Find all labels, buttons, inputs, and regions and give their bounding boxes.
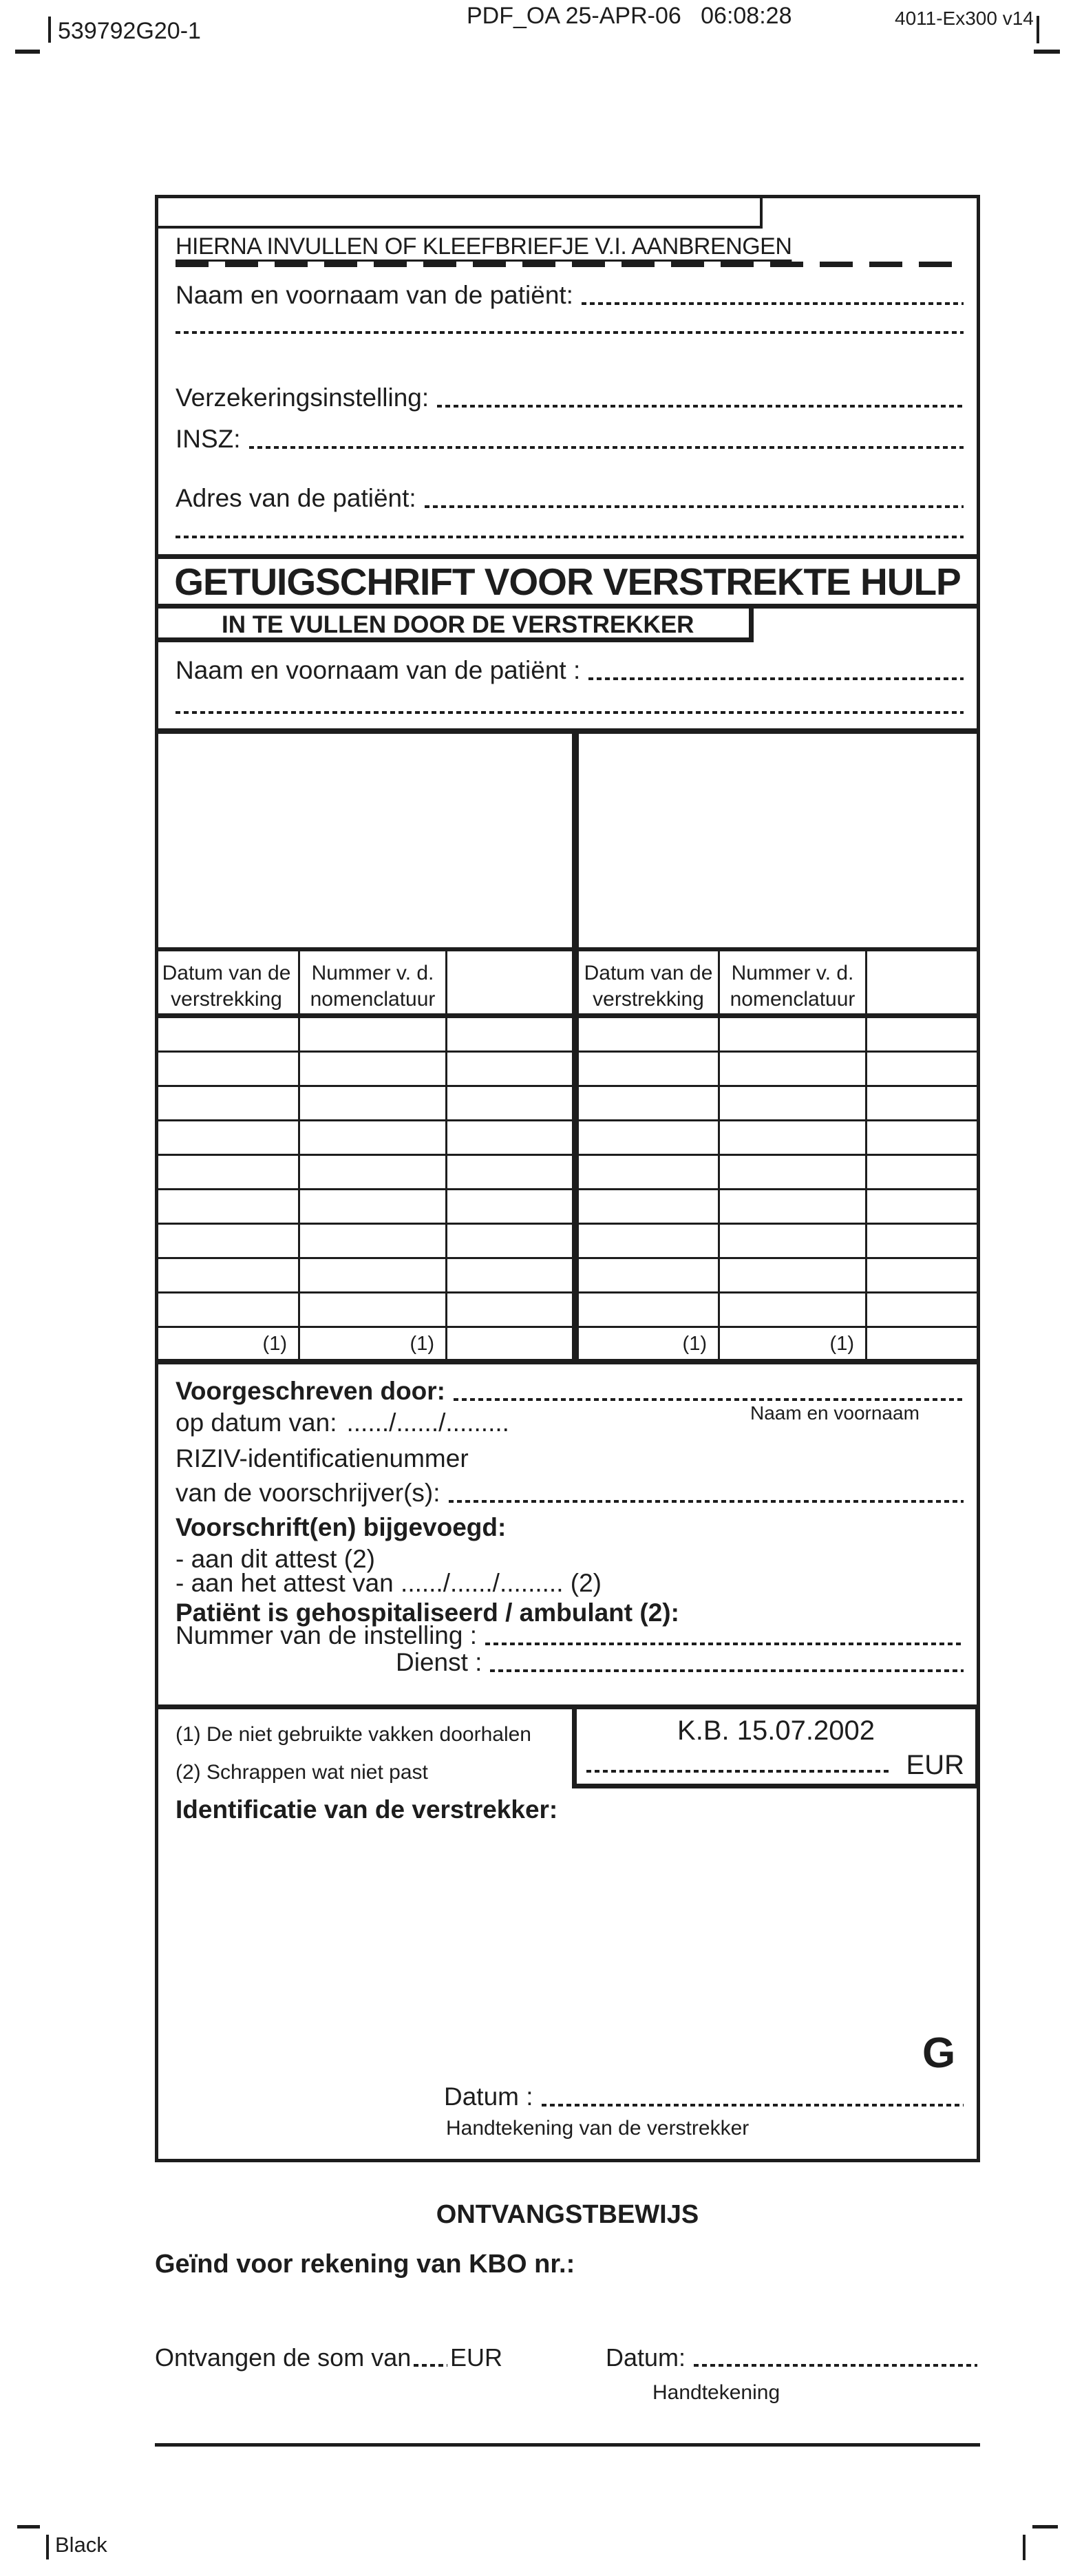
service-date-cell[interactable]: [579, 1087, 720, 1121]
provider-signature-label: Handtekening van de verstrekker: [446, 2117, 750, 2140]
service-date-cell[interactable]: [579, 1190, 720, 1225]
service-date-cell[interactable]: [155, 1190, 300, 1225]
service-code-cell[interactable]: [720, 1259, 867, 1294]
service-date-cell[interactable]: [579, 1156, 720, 1190]
footnote-blank-cell: [447, 1328, 572, 1360]
column-header-code: Nummer v. d. nomenclatuur: [720, 951, 867, 1018]
service-date-cell[interactable]: [155, 1018, 300, 1053]
print-job-number: 539792G20-1: [58, 18, 201, 44]
footnote-1: (1) De niet gebruikte vakken doorhalen: [176, 1723, 531, 1746]
patient-name-row: [176, 282, 964, 309]
received-amount-field[interactable]: [414, 2364, 447, 2367]
service-code-cell[interactable]: [720, 1156, 867, 1190]
service-code-cell[interactable]: [300, 1087, 447, 1121]
service-extra-cell[interactable]: [447, 1190, 572, 1225]
service-extra-cell[interactable]: [867, 1225, 980, 1259]
footnote-mark-cell: (1): [720, 1328, 867, 1360]
provider-subtitle-tab: [158, 609, 754, 642]
column-header-date: Datum van de verstrekking: [579, 951, 720, 1018]
crop-mark-top-left-dash: [15, 50, 40, 54]
service-dept-field[interactable]: [490, 1669, 964, 1672]
service-extra-cell[interactable]: [867, 1294, 980, 1328]
insz-field[interactable]: [249, 446, 964, 449]
service-extra-cell[interactable]: [867, 1190, 980, 1225]
service-code-cell[interactable]: [720, 1190, 867, 1225]
print-info: PDF_OA 25-APR-06 06:08:28: [467, 3, 792, 29]
prescription-date-field[interactable]: ....../....../.........: [346, 1408, 509, 1437]
amount-field[interactable]: [586, 1770, 891, 1773]
service-date-cell[interactable]: [579, 1225, 720, 1259]
provider-subtitle: IN TE VULLEN DOOR DE VERSTREKKER: [222, 611, 694, 638]
title-band-top-rule: [155, 554, 980, 559]
received-amount-row: [155, 2345, 502, 2371]
institution-row: [176, 1623, 964, 1649]
service-code-cell[interactable]: [720, 1294, 867, 1328]
patient-name-field-line2[interactable]: [176, 331, 964, 334]
service-date-cell[interactable]: [579, 1121, 720, 1156]
service-code-cell[interactable]: [720, 1018, 867, 1053]
address-row: [176, 485, 964, 512]
service-code-cell[interactable]: [720, 1087, 867, 1121]
service-extra-cell[interactable]: [447, 1087, 572, 1121]
receipt-date-row: [606, 2345, 977, 2371]
sticker-area[interactable]: [158, 198, 763, 229]
receipt-signature-label: Handtekening: [652, 2381, 780, 2404]
service-code-cell[interactable]: [300, 1225, 447, 1259]
service-code-cell[interactable]: [300, 1294, 447, 1328]
receipt-date-label: Datum:: [606, 2343, 686, 2372]
service-extra-cell[interactable]: [447, 1225, 572, 1259]
received-amount-label: Ontvangen de som van: [155, 2343, 412, 2372]
footnote-section-rule: [155, 1704, 572, 1709]
footnote-mark-cell: (1): [300, 1328, 447, 1360]
service-date-cell[interactable]: [155, 1294, 300, 1328]
service-date-cell[interactable]: [155, 1259, 300, 1294]
service-extra-cell[interactable]: [867, 1121, 980, 1156]
prescribed-by-row: [176, 1378, 964, 1405]
receipt-date-field[interactable]: [694, 2364, 977, 2367]
service-date-cell[interactable]: [579, 1294, 720, 1328]
service-dept-label: Dienst :: [396, 1648, 482, 1676]
service-extra-cell[interactable]: [867, 1259, 980, 1294]
provider-date-label: Datum :: [444, 2082, 533, 2111]
riziv-field[interactable]: [449, 1500, 964, 1503]
service-code-cell[interactable]: [300, 1259, 447, 1294]
service-code-cell[interactable]: [300, 1156, 447, 1190]
page-bottom-rule: [155, 2443, 980, 2447]
service-date-cell[interactable]: [579, 1259, 720, 1294]
sticker-instruction-header: HIERNA INVULLEN OF KLEEFBRIEFJE V.I. AANBRENGEN: [176, 233, 792, 260]
services-table-left: [155, 951, 572, 1360]
hospitalized-label: Patiënt is gehospitaliseerd / ambulant (2):: [176, 1598, 679, 1627]
service-date-cell[interactable]: [155, 1053, 300, 1087]
center-divider: [572, 728, 579, 1364]
address-label: Adres van de patiënt:: [176, 484, 416, 512]
crop-mark-top-right-dash: [1034, 50, 1060, 54]
service-extra-cell[interactable]: [447, 1121, 572, 1156]
insurer-field[interactable]: [437, 405, 964, 408]
certificate-patient-name-field[interactable]: [588, 677, 964, 680]
patient-name-field[interactable]: [582, 302, 964, 305]
service-date-cell[interactable]: [579, 1053, 720, 1087]
service-date-cell[interactable]: [155, 1087, 300, 1121]
service-date-cell[interactable]: [155, 1121, 300, 1156]
certificate-patient-name-label: Naam en voornaam van de patiënt :: [176, 656, 581, 684]
service-extra-cell[interactable]: [867, 1156, 980, 1190]
certificate-patient-name-field-line2[interactable]: [176, 711, 964, 714]
column-header-code: Nummer v. d. nomenclatuur: [300, 951, 447, 1018]
column-header-blank: [867, 951, 980, 1018]
service-extra-cell[interactable]: [867, 1053, 980, 1087]
receipt-currency-label: EUR: [449, 2343, 502, 2372]
footnote-mark-cell: (1): [155, 1328, 300, 1360]
institution-field[interactable]: [485, 1643, 964, 1645]
prescriber-name-hint: Naam en voornaam: [750, 1402, 920, 1424]
tear-off-dashed-rule: [176, 262, 960, 267]
service-extra-cell[interactable]: [447, 1018, 572, 1053]
service-extra-cell[interactable]: [447, 1259, 572, 1294]
footnote-mark-cell: (1): [579, 1328, 720, 1360]
service-date-cell[interactable]: [155, 1225, 300, 1259]
service-extra-cell[interactable]: [447, 1156, 572, 1190]
column-header-date: Datum van de verstrekking: [155, 951, 300, 1018]
decree-label: K.B. 15.07.2002: [677, 1715, 875, 1746]
form-letter: G: [922, 2029, 956, 2077]
service-code-cell[interactable]: [720, 1053, 867, 1087]
attachment-option-2: - aan het attest van ....../....../......... (2): [176, 1569, 602, 1597]
service-code-cell[interactable]: [300, 1190, 447, 1225]
crop-mark-bottom-left-dash: [17, 2525, 40, 2529]
attachment-option-1: - aan dit attest (2): [176, 1545, 375, 1573]
provider-date-row: [444, 2084, 964, 2111]
prescription-date-label: op datum van:: [176, 1408, 337, 1437]
crop-mark-bottom-right-dash: [1032, 2525, 1058, 2529]
insz-row: [176, 426, 964, 453]
blank-panes-top-rule: [155, 728, 980, 734]
provider-date-field[interactable]: [542, 2104, 964, 2107]
provider-identification-label: Identificatie van de verstrekker:: [176, 1795, 558, 1824]
address-field[interactable]: [425, 505, 964, 508]
prescribed-by-field[interactable]: [454, 1398, 964, 1401]
service-extra-cell[interactable]: [867, 1018, 980, 1053]
crop-mark-top-left-tick: [48, 17, 51, 43]
institution-label: Nummer van de instelling :: [176, 1621, 478, 1649]
table-bottom-rule: [155, 1359, 980, 1364]
print-version: 4011-Ex300 v14: [895, 8, 1034, 29]
crop-mark-bottom-right-tick: [1023, 2535, 1026, 2560]
kbo-label: Geïnd voor rekening van KBO nr.:: [155, 2250, 575, 2279]
riziv-label-line1: RIZIV-identificatienummer: [176, 1444, 469, 1472]
service-code-cell[interactable]: [300, 1018, 447, 1053]
crop-mark-top-right-tick: [1037, 16, 1039, 43]
crop-mark-bottom-left-tick: [46, 2535, 49, 2559]
form-title: GETUIGSCHRIFT VOOR VERSTREKTE HULP: [174, 560, 961, 603]
certificate-patient-name-row: [176, 657, 964, 684]
service-extra-cell[interactable]: [867, 1087, 980, 1121]
service-extra-cell[interactable]: [447, 1053, 572, 1087]
riziv-row: [176, 1480, 964, 1507]
service-extra-cell[interactable]: [447, 1294, 572, 1328]
attachments-label: Voorschrift(en) bijgevoegd:: [176, 1513, 507, 1541]
currency-label: EUR: [906, 1750, 964, 1780]
service-code-cell[interactable]: [300, 1121, 447, 1156]
riziv-label-line2: van de voorschrijver(s):: [176, 1479, 440, 1507]
services-table-right: [579, 951, 980, 1360]
footnote-2: (2) Schrappen wat niet past: [176, 1761, 428, 1784]
patient-name-label: Naam en voornaam van de patiënt:: [176, 281, 573, 309]
service-code-cell[interactable]: [720, 1225, 867, 1259]
decree-amount-box: [572, 1704, 980, 1788]
column-header-blank: [447, 951, 572, 1018]
prescription-date-row: [176, 1410, 964, 1437]
prescribed-by-label: Voorgeschreven door:: [176, 1377, 446, 1405]
insz-label: INSZ:: [176, 425, 241, 453]
insurer-row: [176, 385, 964, 412]
service-code-cell[interactable]: [300, 1053, 447, 1087]
service-date-cell[interactable]: [579, 1018, 720, 1053]
footnote-blank-cell: [867, 1328, 980, 1360]
receipt-title: ONTVANGSTBEWIJS: [436, 2200, 699, 2229]
service-dept-row: [176, 1649, 964, 1676]
title-band-bottom-rule: [155, 604, 980, 609]
insurer-label: Verzekeringsinstelling:: [176, 383, 429, 412]
service-code-cell[interactable]: [720, 1121, 867, 1156]
address-field-line2[interactable]: [176, 536, 964, 538]
service-date-cell[interactable]: [155, 1156, 300, 1190]
plate-color-label: Black: [55, 2533, 107, 2557]
